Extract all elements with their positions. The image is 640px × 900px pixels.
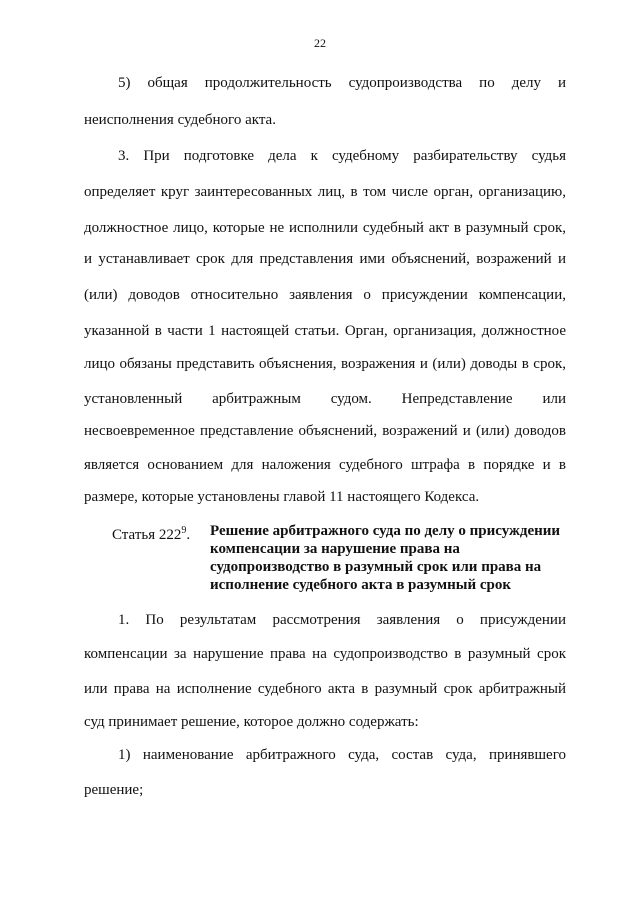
article-dot: . <box>186 527 191 543</box>
text-line: компенсации за нарушение права на судопроизводство в разумный срок <box>84 646 566 662</box>
text-line: и устанавливает срок для представления ими объяснений, возражений и <box>84 251 566 267</box>
text-line: размере, которые установлены главой 11 настоящего Кодекса. <box>84 489 480 505</box>
page-number: 22 <box>314 36 326 50</box>
text-line: решение; <box>84 782 144 798</box>
text-line: 1) наименование арбитражного суда, состав суда, принявшего <box>118 747 566 763</box>
article-title-line: Решение арбитражного суда по делу о присуждении <box>210 523 561 539</box>
article-superscript: 9 <box>181 525 187 536</box>
article-number <box>112 522 190 544</box>
text-line: 1. По результатам рассмотрения заявления о присуждении <box>118 612 566 628</box>
text-line: несвоевременное представление объяснений, возражений и (или) доводов <box>84 423 566 439</box>
article-title-line: исполнение судебного акта в разумный срок <box>210 577 512 593</box>
text-line: лицо обязаны представить объяснения, возражения и (или) доводы в срок, <box>84 356 566 372</box>
text-line: или права на исполнение судебного акта в разумный срок арбитражный <box>84 681 566 697</box>
text-line: неисполнения судебного акта. <box>84 112 276 128</box>
article-title <box>210 522 572 594</box>
text-line: (или) доводов относительно заявления о присуждении компенсации, <box>84 287 566 303</box>
text-line: должностное лицо, которые не исполнили судебный акт в разумный срок, <box>84 220 566 236</box>
text-line: 3. При подготовке дела к судебному разбирательству судья <box>118 148 566 164</box>
text-line: является основанием для наложения судебного штрафа в порядке и в <box>84 457 566 473</box>
text-line: указанной в части 1 настоящей статьи. Орган, организация, должностное <box>84 323 566 339</box>
article-title-line: компенсации за нарушение права на <box>210 541 460 557</box>
text-line: определяет круг заинтересованных лиц, в том числе орган, организацию, <box>84 184 566 200</box>
text-line: 5) общая продолжительность судопроизводства по делу и <box>118 75 566 91</box>
article-title-line: судопроизводство в разумный срок или права на <box>210 559 542 575</box>
article-prefix: Статья 222 <box>112 527 182 543</box>
text-line: суд принимает решение, которое должно содержать: <box>84 714 419 730</box>
text-line: установленный арбитражным судом. Непредставление или <box>84 391 566 407</box>
